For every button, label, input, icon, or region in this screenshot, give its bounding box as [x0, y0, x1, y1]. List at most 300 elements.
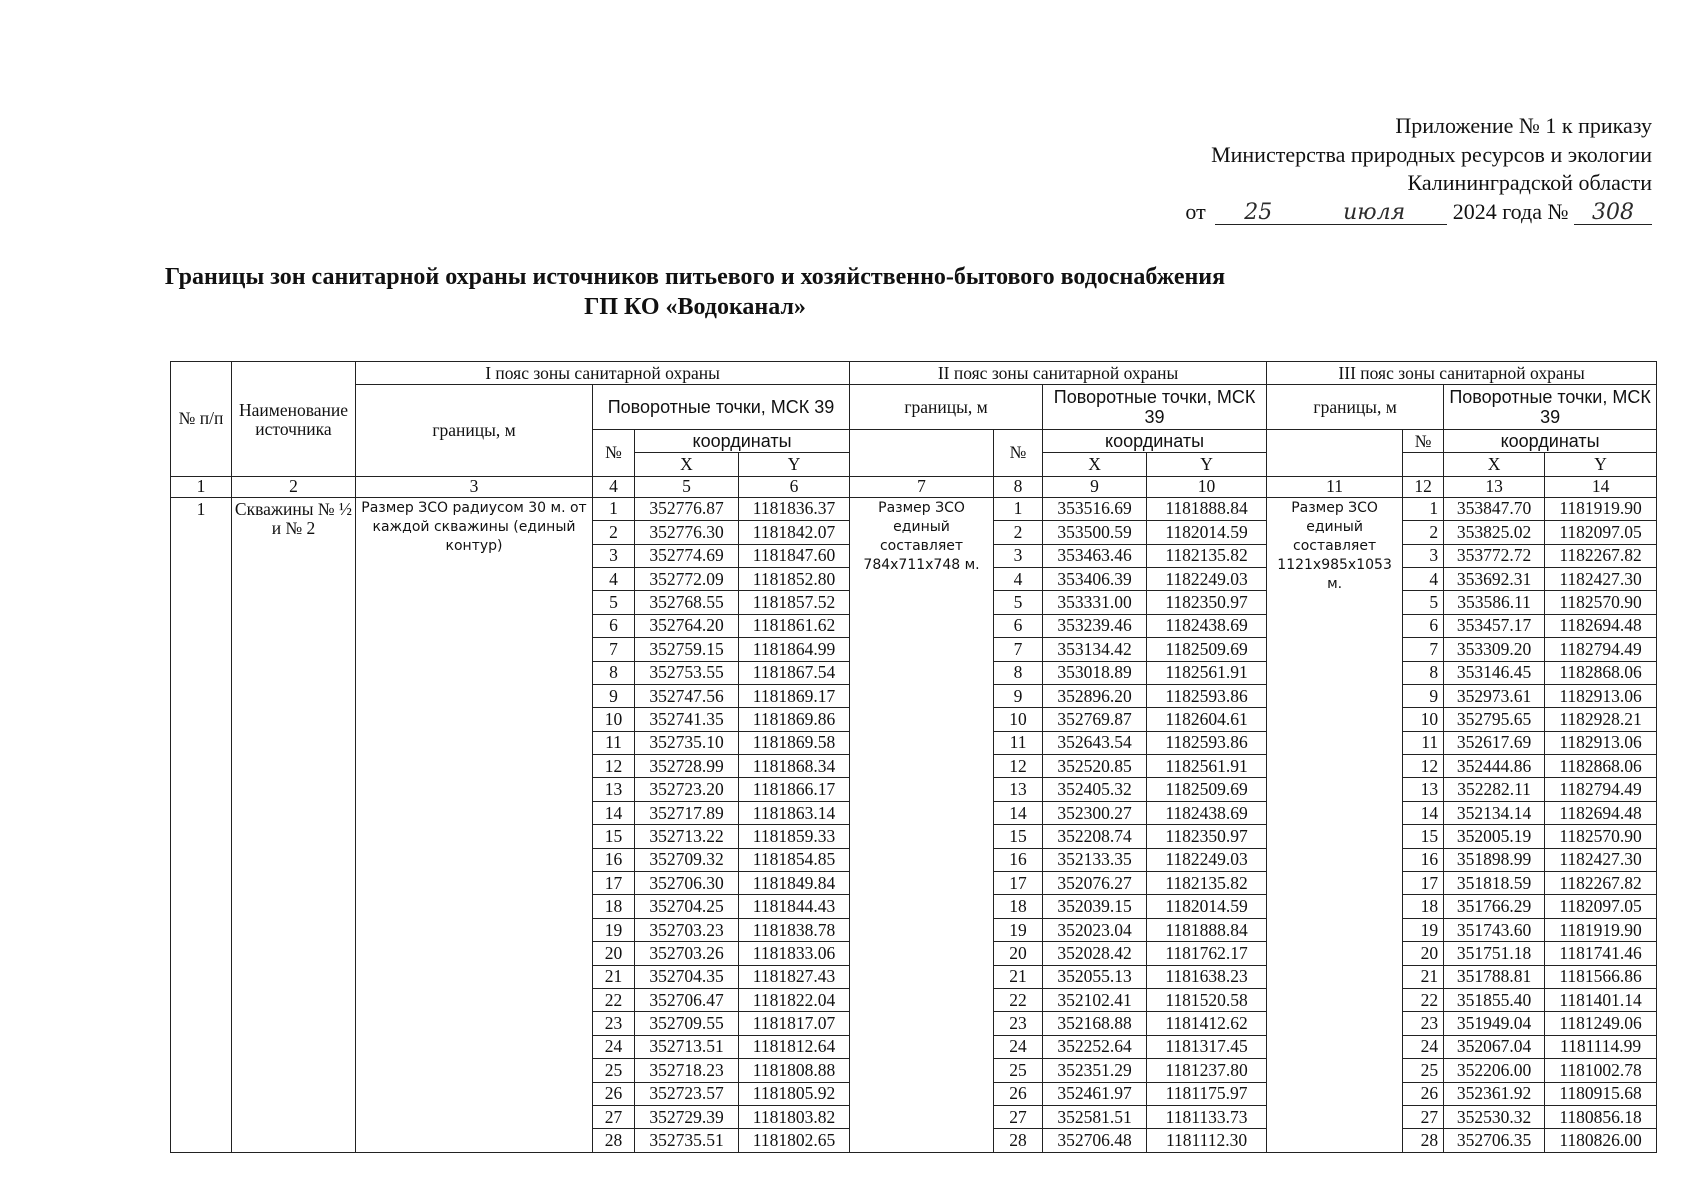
belt1-x: 352759.15 — [635, 638, 739, 661]
belt3-x: 353586.11 — [1444, 591, 1545, 614]
belt1-point-no: 9 — [593, 684, 635, 707]
belt3-point-no: 6 — [1403, 614, 1444, 637]
belt1-point-no: 5 — [593, 591, 635, 614]
belt2-y: 1182593.86 — [1147, 731, 1267, 754]
belt2-point-no: 28 — [994, 1129, 1043, 1152]
belt2-y: 1182438.69 — [1147, 614, 1267, 637]
belt2-y: 1182509.69 — [1147, 778, 1267, 801]
belt3-x: 351743.60 — [1444, 918, 1545, 941]
belt1-y: 1181869.58 — [739, 731, 850, 754]
belt1-y: 1181852.80 — [739, 567, 850, 590]
belt3-y: 1182427.30 — [1545, 848, 1657, 871]
belt3-point-no: 8 — [1403, 661, 1444, 684]
belt2-x: 352102.41 — [1043, 988, 1147, 1011]
belt1-x: 352728.99 — [635, 755, 739, 778]
belt1-y: 1181822.04 — [739, 988, 850, 1011]
belt2-y: 1182593.86 — [1147, 684, 1267, 707]
belt3-x: 351898.99 — [1444, 848, 1545, 871]
belt2-x: 352461.97 — [1043, 1082, 1147, 1105]
belt1-y: 1181847.60 — [739, 544, 850, 567]
belt3-x: 352706.35 — [1444, 1129, 1545, 1152]
belt1-y: 1181868.34 — [739, 755, 850, 778]
belt3-header: III пояс зоны санитарной охраны — [1267, 362, 1657, 385]
belt1-y: 1181817.07 — [739, 1012, 850, 1035]
belt2-point-no: 16 — [994, 848, 1043, 871]
belt2-x: 353463.46 — [1043, 544, 1147, 567]
belt2-x: 353331.00 — [1043, 591, 1147, 614]
belt3-point-no: 7 — [1403, 638, 1444, 661]
document-title — [0, 262, 1390, 322]
belt2-point-no: 6 — [994, 614, 1043, 637]
belt2-point-no: 19 — [994, 918, 1043, 941]
col-number: 3 — [356, 476, 593, 497]
col-number: 5 — [635, 476, 739, 497]
belt1-y: 1181838.78 — [739, 918, 850, 941]
belt3-x: 352067.04 — [1444, 1035, 1545, 1058]
belt2-header: II пояс зоны санитарной охраны — [850, 362, 1267, 385]
handwritten-day: 25 — [1215, 202, 1301, 225]
col-number: 2 — [232, 476, 356, 497]
belt2-x: 353239.46 — [1043, 614, 1147, 637]
belt1-point-no: 24 — [593, 1035, 635, 1058]
belt3-x: 352282.11 — [1444, 778, 1545, 801]
source-name: Скважины № ½ и № 2 — [232, 497, 356, 1152]
belt2-x-header: X — [1043, 453, 1147, 476]
belt2-x: 352076.27 — [1043, 872, 1147, 895]
belt3-x: 351766.29 — [1444, 895, 1545, 918]
belt2-x: 352039.15 — [1043, 895, 1147, 918]
belt3-x: 351818.59 — [1444, 872, 1545, 895]
belt2-point-no: 27 — [994, 1105, 1043, 1128]
belt1-x: 352723.20 — [635, 778, 739, 801]
belt2-x: 353500.59 — [1043, 521, 1147, 544]
belt3-point-no: 17 — [1403, 872, 1444, 895]
belt1-point-no: 18 — [593, 895, 635, 918]
belt1-point-no: 14 — [593, 801, 635, 824]
belt1-y: 1181867.54 — [739, 661, 850, 684]
belt1-points-header: Поворотные точки, МСК 39 — [593, 385, 850, 430]
belt1-y: 1181866.17 — [739, 778, 850, 801]
title-line-1: Границы зон санитарной охраны источников питьевого и хозяйственно-бытового водоснабжения — [164, 264, 1226, 290]
belt1-y: 1181802.65 — [739, 1129, 850, 1152]
belt3-y: 1182868.06 — [1545, 661, 1657, 684]
belt2-point-no: 20 — [994, 942, 1043, 965]
belt3-y: 1182928.21 — [1545, 708, 1657, 731]
ministry-line: Министерства природных ресурсов и экологии — [1211, 141, 1652, 167]
belt2-y: 1181237.80 — [1147, 1059, 1267, 1082]
date-prefix: от — [1185, 198, 1206, 224]
belt1-x: 352735.51 — [635, 1129, 739, 1152]
belt3-y: 1182794.49 — [1545, 778, 1657, 801]
belt3-y: 1181566.86 — [1545, 965, 1657, 988]
belt1-y: 1181861.62 — [739, 614, 850, 637]
belt3-point-no: 23 — [1403, 1012, 1444, 1035]
belt1-x: 352709.32 — [635, 848, 739, 871]
belt1-y: 1181854.85 — [739, 848, 850, 871]
belt2-point-no: 18 — [994, 895, 1043, 918]
belt1-y: 1181869.17 — [739, 684, 850, 707]
belt1-point-no: 2 — [593, 521, 635, 544]
belt2-point-no: 3 — [994, 544, 1043, 567]
belt1-point-no: 16 — [593, 848, 635, 871]
belt3-x: 352530.32 — [1444, 1105, 1545, 1128]
belt2-y: 1182350.97 — [1147, 591, 1267, 614]
belt1-x: 352776.30 — [635, 521, 739, 544]
belt2-point-no: 26 — [994, 1082, 1043, 1105]
col-number: 1 — [171, 476, 232, 497]
belt3-y: 1182694.48 — [1545, 801, 1657, 824]
belt1-point-no: 3 — [593, 544, 635, 567]
belt2-point-no: 2 — [994, 521, 1043, 544]
belt3-bounds-blank — [1267, 430, 1403, 477]
belt3-x: 353825.02 — [1444, 521, 1545, 544]
belt2-point-no: 23 — [994, 1012, 1043, 1035]
belt1-point-no: 22 — [593, 988, 635, 1011]
belt2-y: 1182135.82 — [1147, 544, 1267, 567]
belt2-x: 352405.32 — [1043, 778, 1147, 801]
belt1-x: 352717.89 — [635, 801, 739, 824]
belt3-x: 352206.00 — [1444, 1059, 1545, 1082]
belt2-point-no: 1 — [994, 497, 1043, 520]
belt2-x: 352351.29 — [1043, 1059, 1147, 1082]
belt1-x-header: X — [635, 453, 739, 476]
belt2-y: 1182604.61 — [1147, 708, 1267, 731]
belt1-x: 352703.26 — [635, 942, 739, 965]
belt1-x: 352735.10 — [635, 731, 739, 754]
belt1-point-no: 20 — [593, 942, 635, 965]
belt2-y: 1182135.82 — [1147, 872, 1267, 895]
belt1-y: 1181833.06 — [739, 942, 850, 965]
order-reference — [1185, 112, 1652, 226]
belt2-bounds-blank — [850, 430, 994, 477]
belt3-x: 353457.17 — [1444, 614, 1545, 637]
belt2-point-no: 13 — [994, 778, 1043, 801]
belt1-x: 352741.35 — [635, 708, 739, 731]
order-date-line — [1185, 198, 1652, 227]
belt2-y: 1181112.30 — [1147, 1129, 1267, 1152]
belt1-y: 1181842.07 — [739, 521, 850, 544]
belt3-x: 352795.65 — [1444, 708, 1545, 731]
belt1-x: 352764.20 — [635, 614, 739, 637]
belt1-no-header: № — [593, 430, 635, 477]
appendix-line: Приложение № 1 к приказу — [1395, 113, 1652, 138]
belt3-y: 1182427.30 — [1545, 567, 1657, 590]
belt2-y: 1182561.91 — [1147, 755, 1267, 778]
belt2-y: 1181317.45 — [1147, 1035, 1267, 1058]
belt2-y: 1181175.97 — [1147, 1082, 1267, 1105]
belt3-x: 352444.86 — [1444, 755, 1545, 778]
belt1-point-no: 27 — [593, 1105, 635, 1128]
belt2-x: 353018.89 — [1043, 661, 1147, 684]
belt2-point-no: 4 — [994, 567, 1043, 590]
belt2-x: 352133.35 — [1043, 848, 1147, 871]
belt3-point-no: 10 — [1403, 708, 1444, 731]
belt3-point-no: 28 — [1403, 1129, 1444, 1152]
belt3-x: 351855.40 — [1444, 988, 1545, 1011]
belt3-point-no: 13 — [1403, 778, 1444, 801]
belt1-description: Размер ЗСО радиусом 30 м. от каждой скважины (единый контур) — [356, 497, 593, 1152]
belt2-x: 352769.87 — [1043, 708, 1147, 731]
col-number: 4 — [593, 476, 635, 497]
belt1-y: 1181869.86 — [739, 708, 850, 731]
belt1-x: 352768.55 — [635, 591, 739, 614]
belt1-y: 1181863.14 — [739, 801, 850, 824]
belt2-x: 352581.51 — [1043, 1105, 1147, 1128]
belt1-point-no: 12 — [593, 755, 635, 778]
belt1-x: 352729.39 — [635, 1105, 739, 1128]
belt2-y: 1182249.03 — [1147, 567, 1267, 590]
belt2-x: 352706.48 — [1043, 1129, 1147, 1152]
belt1-y: 1181844.43 — [739, 895, 850, 918]
belt2-point-no: 5 — [994, 591, 1043, 614]
belt1-point-no: 15 — [593, 825, 635, 848]
belt2-x: 352643.54 — [1043, 731, 1147, 754]
belt1-x: 352753.55 — [635, 661, 739, 684]
belt1-point-no: 10 — [593, 708, 635, 731]
belt2-x: 352055.13 — [1043, 965, 1147, 988]
belt2-y: 1181412.62 — [1147, 1012, 1267, 1035]
belt3-point-no: 16 — [1403, 848, 1444, 871]
col-number: 11 — [1267, 476, 1403, 497]
belt2-y: 1182438.69 — [1147, 801, 1267, 824]
belt2-x: 352023.04 — [1043, 918, 1147, 941]
belt2-y: 1181133.73 — [1147, 1105, 1267, 1128]
belt1-y: 1181859.33 — [739, 825, 850, 848]
belt2-point-no: 11 — [994, 731, 1043, 754]
belt1-y: 1181857.52 — [739, 591, 850, 614]
belt2-y: 1182014.59 — [1147, 521, 1267, 544]
belt3-point-no: 20 — [1403, 942, 1444, 965]
belt1-point-no: 1 — [593, 497, 635, 520]
belt3-y: 1180915.68 — [1545, 1082, 1657, 1105]
belt3-y: 1181741.46 — [1545, 942, 1657, 965]
belt1-x: 352709.55 — [635, 1012, 739, 1035]
belt1-header: I пояс зоны санитарной охраны — [356, 362, 850, 385]
belt1-x: 352713.51 — [635, 1035, 739, 1058]
column-numbers-row — [171, 476, 1657, 497]
belt2-no-header: № — [994, 430, 1043, 477]
belt1-x: 352723.57 — [635, 1082, 739, 1105]
belt2-y: 1181888.84 — [1147, 918, 1267, 941]
belt1-y: 1181827.43 — [739, 965, 850, 988]
region-line: Калининградской области — [1407, 170, 1652, 195]
belt3-point-no: 12 — [1403, 755, 1444, 778]
belt3-point-no: 19 — [1403, 918, 1444, 941]
belt3-x: 353692.31 — [1444, 567, 1545, 590]
belt3-y: 1181002.78 — [1545, 1059, 1657, 1082]
belt3-no-header: № — [1403, 430, 1444, 453]
col-number: 12 — [1403, 476, 1444, 497]
year-text: 2024 года № — [1452, 198, 1569, 224]
belt3-y: 1182794.49 — [1545, 638, 1657, 661]
belt2-point-no: 12 — [994, 755, 1043, 778]
belt1-x: 352706.30 — [635, 872, 739, 895]
belt3-point-no: 24 — [1403, 1035, 1444, 1058]
belt1-x: 352776.87 — [635, 497, 739, 520]
belt1-y: 1181812.64 — [739, 1035, 850, 1058]
belt3-y: 1182570.90 — [1545, 591, 1657, 614]
belt3-point-no: 9 — [1403, 684, 1444, 707]
belt3-y-header: Y — [1545, 453, 1657, 476]
belt2-y: 1181888.84 — [1147, 497, 1267, 520]
belt3-x: 351751.18 — [1444, 942, 1545, 965]
belt3-x: 353146.45 — [1444, 661, 1545, 684]
belt3-point-no: 26 — [1403, 1082, 1444, 1105]
belt2-y: 1181520.58 — [1147, 988, 1267, 1011]
belt3-y: 1182570.90 — [1545, 825, 1657, 848]
belt2-points-header: Поворотные точки, МСК 39 — [1043, 385, 1267, 430]
belt3-point-no: 15 — [1403, 825, 1444, 848]
belt1-point-no: 19 — [593, 918, 635, 941]
belt1-point-no: 6 — [593, 614, 635, 637]
col-number: 8 — [994, 476, 1043, 497]
belt2-point-no: 10 — [994, 708, 1043, 731]
belt1-x: 352704.35 — [635, 965, 739, 988]
belt3-y: 1182097.05 — [1545, 521, 1657, 544]
header-row-sub — [171, 385, 1657, 430]
belt3-point-no: 11 — [1403, 731, 1444, 754]
belt3-x: 352005.19 — [1444, 825, 1545, 848]
belt3-coords-header: координаты — [1444, 430, 1657, 453]
belt1-x: 352713.22 — [635, 825, 739, 848]
belt2-y: 1181762.17 — [1147, 942, 1267, 965]
belt1-y: 1181803.82 — [739, 1105, 850, 1128]
belt1-point-no: 26 — [593, 1082, 635, 1105]
belt1-x: 352718.23 — [635, 1059, 739, 1082]
belt1-y: 1181836.37 — [739, 497, 850, 520]
belt3-point-no: 27 — [1403, 1105, 1444, 1128]
belt3-y: 1181401.14 — [1545, 988, 1657, 1011]
belt3-x: 352361.92 — [1444, 1082, 1545, 1105]
belt3-y: 1182267.82 — [1545, 872, 1657, 895]
belt1-x: 352772.09 — [635, 567, 739, 590]
belt1-point-no: 11 — [593, 731, 635, 754]
col-number: 6 — [739, 476, 850, 497]
belt3-point-no: 4 — [1403, 567, 1444, 590]
belt1-y-header: Y — [739, 453, 850, 476]
belt2-x: 352520.85 — [1043, 755, 1147, 778]
sanitary-zones-table — [170, 361, 1657, 1153]
col-npp-header: № п/п — [171, 362, 232, 477]
belt3-y: 1181919.90 — [1545, 918, 1657, 941]
belt2-point-no: 7 — [994, 638, 1043, 661]
belt1-y: 1181805.92 — [739, 1082, 850, 1105]
belt1-point-no: 4 — [593, 567, 635, 590]
belt2-x: 353516.69 — [1043, 497, 1147, 520]
table-row — [171, 497, 1657, 520]
belt3-y: 1182913.06 — [1545, 684, 1657, 707]
belt1-y: 1181849.84 — [739, 872, 850, 895]
belt2-y: 1182014.59 — [1147, 895, 1267, 918]
belt3-x: 353847.70 — [1444, 497, 1545, 520]
belt2-point-no: 14 — [994, 801, 1043, 824]
belt2-point-no: 21 — [994, 965, 1043, 988]
belt3-x: 351788.81 — [1444, 965, 1545, 988]
source-number: 1 — [171, 497, 232, 1152]
belt2-y: 1182350.97 — [1147, 825, 1267, 848]
belt3-point-no: 25 — [1403, 1059, 1444, 1082]
belt2-x: 352208.74 — [1043, 825, 1147, 848]
belt2-y: 1182249.03 — [1147, 848, 1267, 871]
belt3-y: 1180856.18 — [1545, 1105, 1657, 1128]
belt2-x: 352300.27 — [1043, 801, 1147, 824]
belt3-x: 352134.14 — [1444, 801, 1545, 824]
belt1-point-no: 13 — [593, 778, 635, 801]
belt2-point-no: 15 — [994, 825, 1043, 848]
belt2-x: 352028.42 — [1043, 942, 1147, 965]
belt1-point-no: 21 — [593, 965, 635, 988]
belt1-x: 352704.25 — [635, 895, 739, 918]
belt1-y: 1181864.99 — [739, 638, 850, 661]
handwritten-order-number: 308 — [1574, 202, 1652, 225]
belt2-coords-header: координаты — [1043, 430, 1267, 453]
belt3-y: 1182097.05 — [1545, 895, 1657, 918]
belt2-point-no: 25 — [994, 1059, 1043, 1082]
belt2-x: 352252.64 — [1043, 1035, 1147, 1058]
belt3-x-header: X — [1444, 453, 1545, 476]
belt3-point-no: 3 — [1403, 544, 1444, 567]
belt3-point-no: 2 — [1403, 521, 1444, 544]
handwritten-month: июля — [1301, 202, 1447, 225]
belt3-y: 1182694.48 — [1545, 614, 1657, 637]
belt3-point-no: 5 — [1403, 591, 1444, 614]
col-number: 7 — [850, 476, 994, 497]
belt3-x: 353309.20 — [1444, 638, 1545, 661]
belt2-y-header: Y — [1147, 453, 1267, 476]
belt2-bounds-header: границы, м — [850, 385, 1043, 430]
belt3-point-no: 22 — [1403, 988, 1444, 1011]
belt2-point-no: 24 — [994, 1035, 1043, 1058]
belt2-y: 1181638.23 — [1147, 965, 1267, 988]
belt3-description: Размер ЗСО единый составляет 1121x985x1053 м. — [1267, 497, 1403, 1152]
belt3-x: 352617.69 — [1444, 731, 1545, 754]
belt3-y: 1181249.06 — [1545, 1012, 1657, 1035]
col-number: 13 — [1444, 476, 1545, 497]
belt3-y: 1181114.99 — [1545, 1035, 1657, 1058]
belt2-x: 352168.88 — [1043, 1012, 1147, 1035]
belt3-y: 1182267.82 — [1545, 544, 1657, 567]
belt1-x: 352706.47 — [635, 988, 739, 1011]
belt3-point-no: 1 — [1403, 497, 1444, 520]
belt1-point-no: 7 — [593, 638, 635, 661]
belt2-y: 1182561.91 — [1147, 661, 1267, 684]
belt1-x: 352703.23 — [635, 918, 739, 941]
belt3-y: 1180826.00 — [1545, 1129, 1657, 1152]
belt2-point-no: 22 — [994, 988, 1043, 1011]
belt2-point-no: 17 — [994, 872, 1043, 895]
belt3-x: 351949.04 — [1444, 1012, 1545, 1035]
belt2-point-no: 9 — [994, 684, 1043, 707]
belt3-x: 352973.61 — [1444, 684, 1545, 707]
belt2-description: Размер ЗСО единый составляет 784x711x748 м. — [850, 497, 994, 1152]
belt1-point-no: 23 — [593, 1012, 635, 1035]
title-line-2: ГП КО «Водоканал» — [584, 294, 806, 320]
belt2-point-no: 8 — [994, 661, 1043, 684]
header-row-belts — [171, 362, 1657, 385]
belt3-y: 1182913.06 — [1545, 731, 1657, 754]
belt1-x: 352747.56 — [635, 684, 739, 707]
col-number: 9 — [1043, 476, 1147, 497]
belt1-point-no: 25 — [593, 1059, 635, 1082]
belt1-y: 1181808.88 — [739, 1059, 850, 1082]
belt1-point-no: 17 — [593, 872, 635, 895]
col-number: 10 — [1147, 476, 1267, 497]
belt2-x: 353406.39 — [1043, 567, 1147, 590]
belt3-point-no: 14 — [1403, 801, 1444, 824]
col-number: 14 — [1545, 476, 1657, 497]
belt2-y: 1182509.69 — [1147, 638, 1267, 661]
belt3-x: 353772.72 — [1444, 544, 1545, 567]
